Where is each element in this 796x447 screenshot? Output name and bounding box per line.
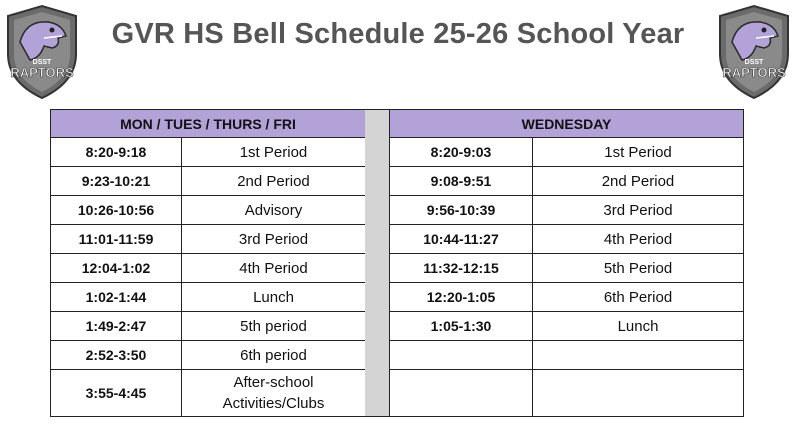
time-cell: 1:05-1:30 (390, 312, 533, 341)
period-cell: 5th period (182, 312, 366, 341)
time-cell: 9:56-10:39 (390, 196, 533, 225)
period-cell: 1st Period (533, 138, 744, 167)
wednesday-schedule-heading: WEDNESDAY (390, 110, 744, 138)
table-row (51, 196, 366, 225)
empty-cell (533, 341, 744, 370)
period-cell (182, 370, 366, 417)
period-cell: 2nd Period (533, 167, 744, 196)
period-cell: 1st Period (182, 138, 366, 167)
table-row (390, 283, 744, 312)
empty-cell (390, 370, 533, 417)
period-cell: 6th period (182, 341, 366, 370)
empty-cell (390, 341, 533, 370)
table-row (51, 370, 366, 417)
period-label-line: Activities/Clubs (222, 395, 325, 412)
time-cell: 2:52-3:50 (51, 341, 182, 370)
regular-schedule-table (50, 109, 366, 417)
raptors-logo-right (712, 2, 796, 102)
svg-text:DSST: DSST (744, 59, 764, 66)
table-row (390, 167, 744, 196)
period-cell: 4th Period (533, 225, 744, 254)
table-row (51, 312, 366, 341)
table-row (390, 138, 744, 167)
period-cell: 6th Period (533, 283, 744, 312)
table-row (390, 225, 744, 254)
table-row (51, 283, 366, 312)
empty-cell (533, 370, 744, 417)
period-cell: 4th Period (182, 254, 366, 283)
period-label-line: After-school (233, 374, 314, 391)
table-row (51, 167, 366, 196)
time-cell: 3:55-4:45 (51, 370, 182, 417)
raptors-logo-left (0, 2, 84, 102)
wednesday-schedule-table (389, 109, 744, 417)
time-cell: 10:26-10:56 (51, 196, 182, 225)
table-row (390, 254, 744, 283)
svg-text:DSST: DSST (32, 59, 52, 66)
time-cell: 12:04-1:02 (51, 254, 182, 283)
regular-schedule-heading: MON / TUES / THURS / FRI (51, 110, 366, 138)
period-cell: Lunch (533, 312, 744, 341)
period-cell: 3rd Period (182, 225, 366, 254)
table-row-empty (390, 341, 744, 370)
table-row (390, 196, 744, 225)
period-cell: Advisory (182, 196, 366, 225)
period-cell: 2nd Period (182, 167, 366, 196)
table-row-empty (390, 370, 744, 417)
table-row (51, 138, 366, 167)
table-row (390, 312, 744, 341)
time-cell: 11:01-11:59 (51, 225, 182, 254)
page-title: GVR HS Bell Schedule 25-26 School Year (111, 18, 685, 50)
table-row (51, 341, 366, 370)
table-row (51, 225, 366, 254)
time-cell: 1:02-1:44 (51, 283, 182, 312)
period-cell: Lunch (182, 283, 366, 312)
time-cell: 8:20-9:03 (390, 138, 533, 167)
time-cell: 8:20-9:18 (51, 138, 182, 167)
period-cell: 5th Period (533, 254, 744, 283)
time-cell: 11:32-12:15 (390, 254, 533, 283)
time-cell: 12:20-1:05 (390, 283, 533, 312)
time-cell: 9:08-9:51 (390, 167, 533, 196)
time-cell: 9:23-10:21 (51, 167, 182, 196)
period-cell: 3rd Period (533, 196, 744, 225)
svg-text:RAPTORS: RAPTORS (722, 65, 786, 80)
table-divider (365, 109, 389, 417)
time-cell: 10:44-11:27 (390, 225, 533, 254)
table-row (51, 254, 366, 283)
svg-text:RAPTORS: RAPTORS (10, 65, 74, 80)
time-cell: 1:49-2:47 (51, 312, 182, 341)
